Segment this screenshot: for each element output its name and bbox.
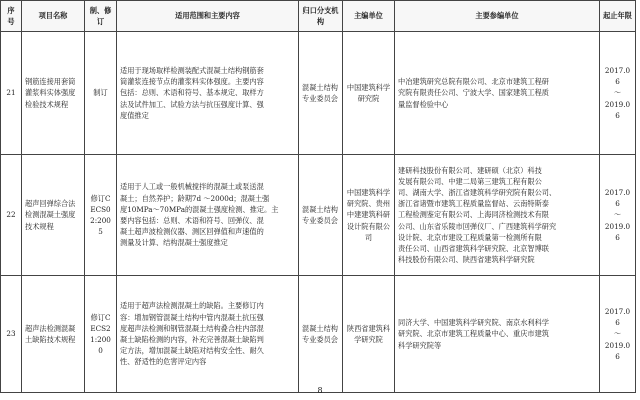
row-period	[600, 155, 636, 276]
period-separator: ～	[613, 210, 622, 220]
row-no: 22	[1, 155, 22, 276]
row-type: 修订CECS21:2000	[85, 276, 117, 393]
row-name: 钢筋连接用套筒灌浆料实体强度检验技术规程	[22, 32, 85, 155]
row-type: 制订	[85, 32, 117, 155]
page-number: 8	[317, 386, 323, 395]
row-committee: 混凝土结构专业委员会	[299, 155, 343, 276]
header-row	[1, 1, 636, 32]
participants-line: 究院有限责任公司、宁波大学、国家建筑工程质	[398, 88, 549, 98]
table-row	[1, 32, 636, 155]
participants-line: 研究院、北京市建筑工程质量中心、重庆市建筑	[398, 329, 549, 339]
row-no: 23	[1, 276, 22, 393]
scope-line: 容：增加钢管混凝土结构中管内混凝土抗压强	[120, 312, 264, 322]
row-lead: 中国建筑科学研究院	[343, 32, 395, 155]
participants-line: 设计院、北京市建设工程质量第一检测所有限	[398, 232, 542, 242]
scope-line: 性、舒适性的危害评定内容	[120, 357, 207, 367]
row-name: 超声回弹综合法检测混凝土强度技术规程	[22, 155, 85, 276]
participants-line: 量监督检验中心	[398, 99, 449, 109]
participants-line: 中冶建筑研究总院有限公司、北京市建筑工程研	[398, 77, 549, 87]
row-name: 超声法检测混凝土缺陷技术规程	[22, 276, 85, 393]
scope-line: 度值推定	[120, 110, 149, 120]
scope-line: 筒灌浆连接节点的灌浆料实体强度。主要内容	[120, 77, 264, 87]
participants-line: 发展有限公司、中建二局第三建筑工程有限公	[398, 176, 542, 186]
period-start: 2017.06	[604, 187, 631, 209]
scope-line: 包括：总则、术语和符号、基本规定、取样方	[120, 88, 264, 98]
scope-line: 适用于人工或一般机械搅拌的混凝土或泵送混	[120, 182, 264, 192]
participants-line: 工程检测鉴定有限公司、上海同济检测技术有限	[398, 210, 549, 220]
header-committee: 归口分支机构	[299, 1, 343, 32]
row-type: 修订CECS02:2005	[85, 155, 117, 276]
period-end: 2019.06	[604, 221, 631, 242]
participants-line: 浙江省诸暨市建筑工程质量监督站、云南特斯泰	[398, 199, 549, 209]
header-scope: 适用范围和主要内容	[117, 1, 299, 32]
row-scope	[117, 276, 299, 393]
header-no: 序号	[1, 1, 22, 32]
row-period	[600, 276, 636, 393]
participants-line: 同济大学、中国建筑科学研究院、南京水利科学	[398, 318, 549, 328]
row-lead: 陕西省建筑科学研究院	[343, 276, 395, 393]
row-no: 21	[1, 32, 22, 155]
row-participants	[395, 155, 600, 276]
header-name: 项目名称	[22, 1, 85, 32]
period-end: 2019.06	[604, 340, 631, 361]
participants-line: 公司、山东省乐陵市回弹仪厂、广西建筑科学研究	[398, 221, 557, 231]
scope-line: 适用于现场取样检测装配式混凝土结构钢筋套	[120, 65, 264, 75]
participants-line: 司、湖南大学、浙江省建筑科学研究院有限公司、	[398, 187, 557, 197]
row-participants	[395, 276, 600, 393]
row-scope	[117, 155, 299, 276]
scope-line: 适用于超声法检测混凝土的缺陷。主要修订内	[120, 301, 264, 311]
period-start: 2017.06	[604, 306, 631, 328]
header-participants: 主要参编单位	[395, 1, 600, 32]
period-separator: ～	[613, 88, 622, 98]
scope-line: 度超声法检测和钢管混凝土结构叠合柱内部混	[120, 323, 264, 333]
participants-line: 责任公司、山西省建筑科学研究院、北京智博联	[398, 244, 549, 253]
row-participants	[395, 32, 600, 155]
row-committee: 混凝土结构专业委员会	[299, 276, 343, 393]
period-end: 2019.06	[604, 99, 631, 120]
scope-line: 度10MPa～70MPa的混凝土强度检测、推定。主	[120, 204, 279, 214]
scope-line: 凝土；自然养护；龄期7d ～2000d；混凝土强	[120, 193, 270, 203]
row-lead: 中国建筑科学研究院、贵州中建建筑科研设计院有限公司	[343, 155, 395, 276]
scope-line: 测量及计算、结构混凝土强度推定	[120, 238, 228, 248]
row-period	[600, 32, 636, 155]
header-type: 制、修订	[85, 1, 117, 32]
table-row	[1, 276, 636, 393]
header-period: 起止年限	[600, 1, 636, 32]
scope-line: 法及试件加工、试验方法与抗压强度计算、强	[120, 99, 264, 109]
participants-line: 建研科技股份有限公司、建研硕（北京）科技	[398, 165, 542, 175]
row-committee: 混凝土结构专业委员会	[299, 32, 343, 155]
participants-line: 科学研究院等	[398, 340, 442, 350]
row-scope	[117, 32, 299, 155]
participants-line: 科技股份有限公司、陕西省建筑科学研究院	[398, 255, 535, 265]
scope-line: 定方法，增加混凝土缺陷对结构安全性、耐久	[120, 346, 264, 356]
scope-line: 凝土超声波检测仪器、测区回弹值和声速值的	[120, 227, 264, 237]
scope-line: 要内容包括：总则、术语和符号、回弹仪、混	[120, 216, 264, 225]
period-start: 2017.06	[604, 65, 631, 87]
header-lead: 主编单位	[343, 1, 395, 32]
period-separator: ～	[613, 329, 622, 339]
scope-line: 凝土缺陷检测的内容，补充完善混凝土缺陷判	[120, 335, 264, 344]
table-row	[1, 155, 636, 276]
